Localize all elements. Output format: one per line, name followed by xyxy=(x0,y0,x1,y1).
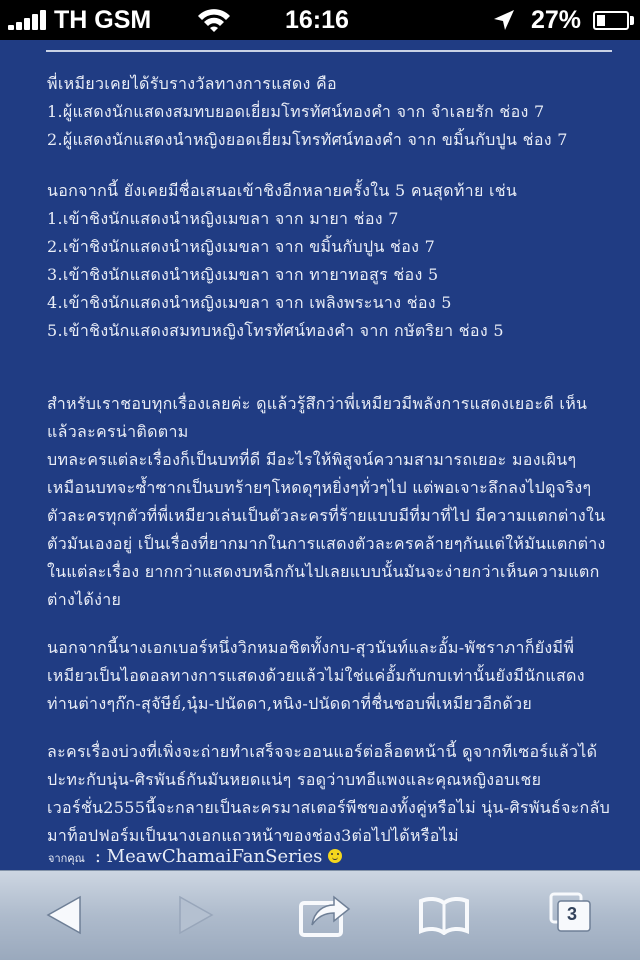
text-line: ท่านต่างๆก๊ก-สุจัษีย์,นุ๋ม-ปนัดดา,หนิง-ปนัดดาที่ชื่นชอบพี่เหมียวอีกด้วย xyxy=(47,694,533,713)
smiley-emoticon-icon xyxy=(328,849,342,863)
status-bar xyxy=(0,0,640,40)
text-line: แล้วละครน่าติดตาม xyxy=(47,422,189,441)
text-line: นอกจากนี้ ยังเคยมีชื่อเสนอเข้าชิงอีกหลายครั้งใน 5 คนสุดท้าย เช่น xyxy=(47,181,518,200)
text-line: พี่เหมียวเคยได้รับรางวัลทางการแสดง คือ xyxy=(47,74,337,93)
text-line: สำหรับเราชอบทุกเรื่องเลยค่ะ ดูแล้วรู้สึกว่าพี่เหมียวมีพลังการแสดงเยอะดี เห็น xyxy=(47,394,588,413)
wifi-icon xyxy=(196,7,232,33)
text-line: ตัวมันเองอยู่ เป็นเรื่องที่ยากมากในการแสดงตัวละครคล้ายๆกันแต่ให้มันแตกต่าง xyxy=(47,534,606,553)
battery-terminal xyxy=(630,16,634,25)
text-line: ปะทะกับนุ่น-ศิรพันธ์กันมันหยดแน่ๆ รอดูว่าบทอีแพงและคุณหญิงอบเชย xyxy=(47,770,542,789)
credit-label: จากคุณ xyxy=(48,852,85,865)
tabs-button[interactable] xyxy=(548,891,596,939)
upcoming-drama-paragraph xyxy=(47,738,640,850)
opinion-paragraph xyxy=(47,390,640,614)
credit-author[interactable]: : MeawChamaiFanSeries xyxy=(94,846,323,867)
awards-paragraph xyxy=(47,70,640,154)
web-content[interactable] xyxy=(0,40,640,870)
signal-strength-icon xyxy=(8,10,50,30)
back-arrow-icon[interactable] xyxy=(44,893,84,937)
forward-arrow-icon[interactable] xyxy=(176,893,216,937)
text-line: เหมือนบทจะซ้ำซากเป็นบทร้ายๆโหดดุๆหยิ่งๆทั่วๆไป แต่พอเจาะลึกลงไปดูจริงๆ xyxy=(47,478,592,497)
idol-paragraph xyxy=(47,634,640,718)
text-line: 4.เข้าชิงนักแสดงนำหญิงเมขลา จาก เพลิงพระนาง ช่อง 5 xyxy=(47,293,452,312)
text-line: ตัวละครทุกตัวที่พี่เหมียวเล่นเป็นตัวละครที่ร้ายแบบมีที่มาที่ไป มีความแตกต่างใน xyxy=(47,506,606,525)
article-body xyxy=(47,70,640,850)
nominations-paragraph xyxy=(47,177,640,345)
clock: 16:16 xyxy=(285,6,349,34)
battery-level-fill xyxy=(597,15,605,26)
battery-icon xyxy=(593,11,629,30)
battery-percent: 27% xyxy=(531,6,582,34)
text-line: นอกจากนี้นางเอกเบอร์หนึ่งวิกหมอชิตทั้งกบ-สุวนันท์และอั้ม-พัชราภาก็ยังมีพี่ xyxy=(47,638,575,657)
horizontal-rule xyxy=(46,50,612,52)
post-credit xyxy=(48,846,342,867)
location-arrow-icon xyxy=(492,8,516,32)
text-line: 3.เข้าชิงนักแสดงนำหญิงเมขลา จาก ทายาทอสูร ช่อง 5 xyxy=(47,265,439,284)
text-line: 2.เข้าชิงนักแสดงนำหญิงเมขลา จาก ขมิ้นกับปูน ช่อง 7 xyxy=(47,237,436,256)
text-line: เวอร์ชั่น2555นี้จะกลายเป็นละครมาสเตอร์พีชของทั้งคู่หรือไม่ นุ่น-ศิรพันธ์จะกลับ xyxy=(47,798,611,817)
text-line: เหมียวเป็นไอดอลทางการแสดงด้วยแล้วไม่ใช่แค่อั้มกับกบเท่านั้นยังมีนักแสดง xyxy=(47,666,585,685)
text-line: 2.ผู้แสดงนักแสดงนำหญิงยอดเยี่ยมโทรทัศน์ทองคำ จาก ขมิ้นกับปูน ช่อง 7 xyxy=(47,130,568,149)
bookmarks-icon[interactable] xyxy=(418,895,470,935)
text-line: มาท็อปฟอร์มเป็นนางเอกแถวหน้าของช่อง3ต่อไปได้หรือไม่ xyxy=(47,826,459,845)
text-line: ต่างได้ง่าย xyxy=(47,590,122,609)
text-line: ในแต่ละเรื่อง ยากกว่าแสดงบทฉีกกันไปเลยแบบนั้นมันจะง่ายกว่าเห็นความแตก xyxy=(47,562,600,581)
text-line: บทละครแต่ละเรื่องก็เป็นบทที่ดี มีอะไรให้พิสูจน์ความสามารถเยอะ มองเผินๆ xyxy=(47,450,577,469)
text-line: ละครเรื่องบ่วงที่เพิ่งจะถ่ายทำเสร็จจะออนแอร์ต่อล็อตหน้านี้ ดูจากทีเซอร์แล้วได้ xyxy=(47,742,598,761)
browser-toolbar xyxy=(0,870,640,960)
text-line: 1.ผู้แสดงนักแสดงสมทบยอดเยี่ยมโทรทัศน์ทองคำ จาก จำเลยรัก ช่อง 7 xyxy=(47,102,545,121)
tab-count: 3 xyxy=(566,904,577,924)
carrier-name: TH GSM xyxy=(54,6,152,34)
text-line: 5.เข้าชิงนักแสดงสมทบหญิงโทรทัศน์ทองคำ จาก กษัตริยา ช่อง 5 xyxy=(47,321,504,340)
share-icon[interactable] xyxy=(298,889,352,939)
text-line: 1.เข้าชิงนักแสดงนำหญิงเมขลา จาก มายา ช่อง 7 xyxy=(47,209,399,228)
